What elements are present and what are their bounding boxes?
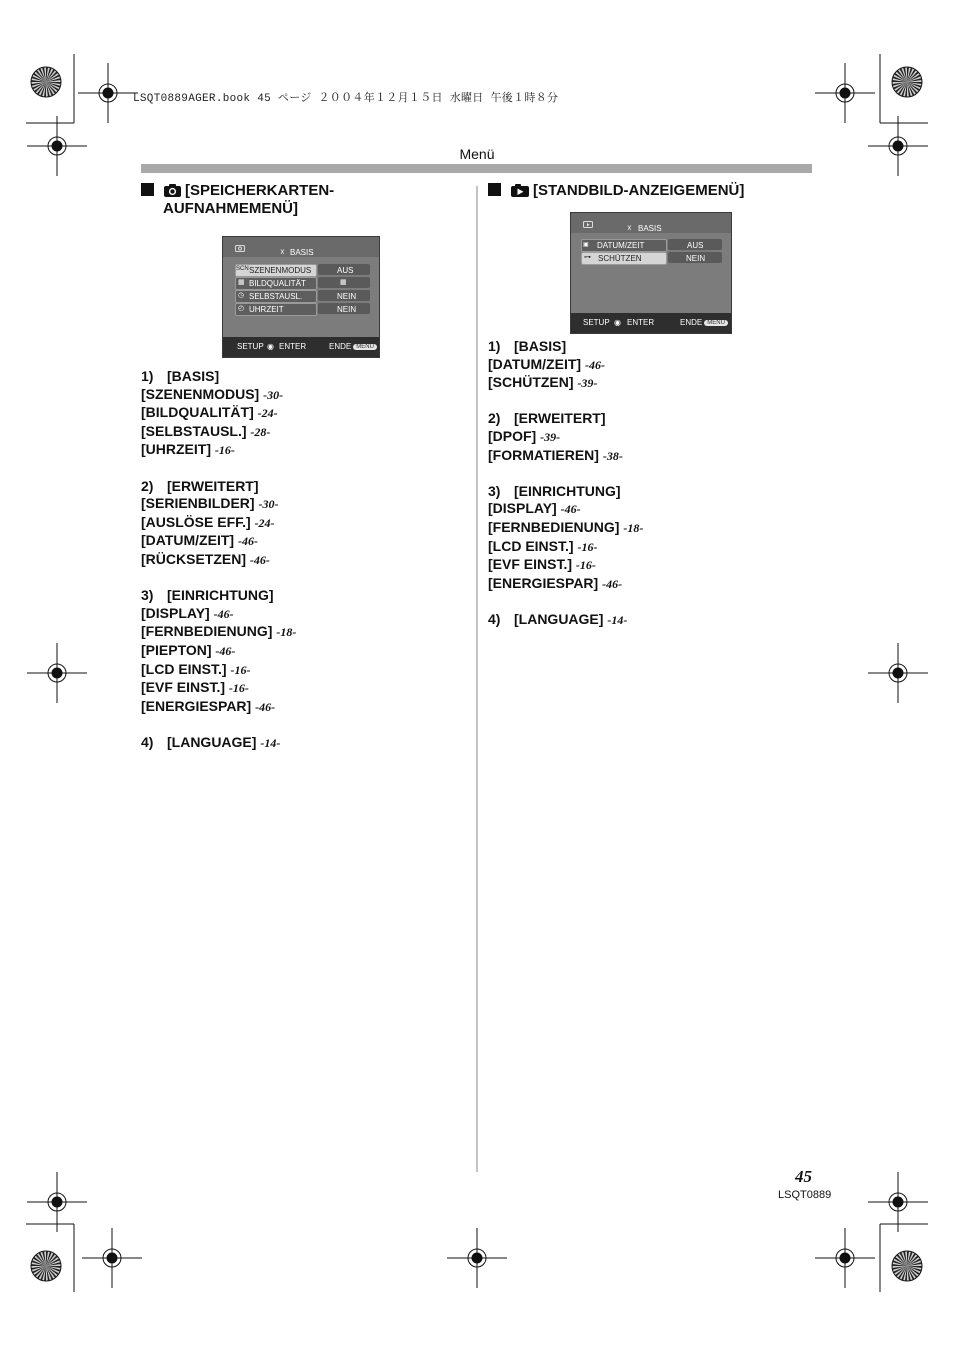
bullet-square xyxy=(141,183,154,196)
lcd-tab-label: BASIS xyxy=(290,248,314,257)
left-heading-line1: [SPEICHERKARTEN- xyxy=(185,182,335,199)
lcd-row-value-text: AUS xyxy=(687,241,704,250)
page-reference: -38- xyxy=(602,448,623,463)
page-reference: -14- xyxy=(607,612,628,627)
menu-item xyxy=(141,532,461,551)
menu-item xyxy=(488,428,808,447)
clock-icon: ◴ xyxy=(238,305,245,312)
page-reference: -16- xyxy=(228,681,249,696)
menu-item-label: [LCD EINST.] xyxy=(141,660,227,677)
lcd-row-text: SCHÜTZEN xyxy=(598,254,642,263)
left-section-heading xyxy=(141,182,334,218)
menu-group xyxy=(488,483,808,594)
menu-group-title: [BASIS] xyxy=(514,338,567,354)
menu-item xyxy=(488,500,808,519)
page-reference: -16- xyxy=(214,443,235,458)
menu-item xyxy=(488,556,808,575)
lcd-row-text: SELBSTAUSL. xyxy=(249,292,303,301)
menu-item-label: [FERNBEDIENUNG] xyxy=(141,623,273,640)
page-reference: -46- xyxy=(560,502,581,517)
lcd-row-value-text: AUS xyxy=(337,266,354,275)
key-icon: ⊶ xyxy=(584,254,591,261)
page-reference: -30- xyxy=(263,387,284,402)
page-reference: -46- xyxy=(584,357,605,372)
menu-group-heading xyxy=(488,483,808,501)
lcd-row-text: SZENENMODUS xyxy=(249,266,312,275)
menu-item-label: [LCD EINST.] xyxy=(488,537,574,554)
page-reference: -46- xyxy=(215,643,236,658)
menu-group-number: 2) xyxy=(141,477,154,494)
menu-item-label: [SCHÜTZEN] xyxy=(488,374,574,391)
menu-item xyxy=(141,441,461,460)
quality-icon: ▦ xyxy=(340,279,347,286)
menu-group xyxy=(141,734,461,753)
menu-item-label: [DISPLAY] xyxy=(488,500,557,517)
header-rule xyxy=(141,164,812,173)
joystick-icon: ◉ xyxy=(614,318,621,327)
menu-item-label: [FERNBEDIENUNG] xyxy=(488,518,620,535)
menu-item-label: [SZENENMODUS] xyxy=(141,385,260,402)
right-menu-list xyxy=(488,338,808,647)
playback-icon xyxy=(510,183,530,198)
left-heading-line2: AUFNAHMEMENÜ] xyxy=(163,200,298,217)
page-reference: -46- xyxy=(602,576,623,591)
page-reference: -16- xyxy=(575,558,596,573)
lcd-row-text: UHRZEIT xyxy=(249,305,284,314)
camera-icon xyxy=(163,183,182,198)
page-reference: -30- xyxy=(258,497,279,512)
menu-item xyxy=(141,514,461,533)
menu-group-number: 3) xyxy=(488,482,501,499)
menu-group xyxy=(141,478,461,570)
lcd-row-value-text: NEIN xyxy=(337,292,357,301)
menu-group-title: [EINRICHTUNG] xyxy=(167,587,274,604)
menu-item-label: [FORMATIEREN] xyxy=(488,446,599,463)
page-reference: -46- xyxy=(249,552,270,567)
menu-item xyxy=(488,374,808,393)
menu-item xyxy=(141,495,461,514)
self-timer-icon: ◷ xyxy=(238,292,245,299)
menu-button-icon: MENU xyxy=(704,320,728,326)
file-info-header: LSQT0889AGER.book 45 ページ ２００４年１２月１５日 水曜日 午後１時８分 xyxy=(133,93,559,105)
menu-item-label: [DPOF] xyxy=(488,427,537,444)
joystick-icon: ◉ xyxy=(267,342,274,351)
lcd-tab-label: BASIS xyxy=(638,224,662,233)
menu-group-number: 2) xyxy=(488,410,501,427)
page-reference: -39- xyxy=(540,429,561,444)
menu-group xyxy=(141,587,461,716)
page-reference: -16- xyxy=(577,539,598,554)
menu-item-label: [RÜCKSETZEN] xyxy=(141,550,246,567)
left-lcd-screenshot xyxy=(222,236,380,358)
right-heading-text: [STANDBILD-ANZEIGEMENÜ] xyxy=(533,182,745,199)
document-code: LSQT0889 xyxy=(778,1189,832,1201)
menu-group-title: [ERWEITERT] xyxy=(167,477,259,494)
menu-item xyxy=(488,538,808,557)
lcd-footer-enter: ENTER xyxy=(627,318,655,327)
left-menu-list xyxy=(141,368,461,770)
menu-item-label: [EVF EINST.] xyxy=(141,679,226,696)
menu-item-label: [EVF EINST.] xyxy=(488,556,573,573)
menu-group-heading xyxy=(141,587,461,605)
menu-item-label: [UHRZEIT] xyxy=(141,441,211,458)
scene-icon: SCN xyxy=(236,266,249,272)
menu-item xyxy=(141,551,461,570)
lcd-row-value-text: NEIN xyxy=(337,305,357,314)
menu-item-label: [ENERGIESPAR] xyxy=(488,574,599,591)
menu-item xyxy=(488,575,808,594)
lcd-end-label: ENDE xyxy=(329,342,352,351)
page-reference: -46- xyxy=(255,699,276,714)
lcd-row-text: BILDQUALITÄT xyxy=(249,279,306,288)
lcd-footer-end xyxy=(680,318,728,327)
menu-group-heading xyxy=(488,410,808,428)
menu-group xyxy=(488,410,808,465)
menu-item-label: [SELBSTAUSL.] xyxy=(141,422,247,439)
menu-item xyxy=(488,356,808,375)
menu-item-label: [DATUM/ZEIT] xyxy=(141,532,235,549)
menu-item-label: [DISPLAY] xyxy=(141,604,210,621)
lcd-end-label: ENDE xyxy=(680,318,703,327)
menu-item xyxy=(141,698,461,717)
menu-item-label: [ENERGIESPAR] xyxy=(141,697,252,714)
page-reference: -46- xyxy=(237,534,258,549)
menu-item xyxy=(141,623,461,642)
menu-group-title: [BASIS] xyxy=(167,368,220,384)
menu-group-number: 4) xyxy=(488,610,501,627)
lcd-row-value-text: NEIN xyxy=(686,254,706,263)
menu-group-heading xyxy=(141,734,461,753)
page-reference: -14- xyxy=(260,735,281,750)
right-lcd-screenshot xyxy=(570,212,732,334)
menu-group-title: [LANGUAGE] xyxy=(514,610,604,627)
menu-group-number: 1) xyxy=(141,368,154,384)
menu-group-title: [LANGUAGE] xyxy=(167,733,257,750)
menu-group xyxy=(488,611,808,630)
page-reference: -18- xyxy=(623,520,644,535)
menu-item-label: [BILDQUALITÄT] xyxy=(141,404,254,421)
menu-item xyxy=(488,519,808,538)
lcd-footer-setup: SETUP xyxy=(237,342,264,351)
menu-item-label: [DATUM/ZEIT] xyxy=(488,355,582,372)
page-reference: -24- xyxy=(257,406,278,421)
lcd-tab-icon: ☓ xyxy=(280,247,285,257)
lcd-tab-icon: ☓ xyxy=(627,223,632,233)
right-section-heading xyxy=(488,182,744,200)
lcd-footer-end xyxy=(329,342,377,351)
menu-group-number: 4) xyxy=(141,733,154,750)
page-reference: -28- xyxy=(250,424,271,439)
menu-button-icon: MENU xyxy=(353,344,377,350)
lcd-row-text: DATUM/ZEIT xyxy=(597,241,645,250)
menu-group xyxy=(141,368,461,460)
menu-item xyxy=(141,404,461,423)
page-reference: -18- xyxy=(276,625,297,640)
column-divider xyxy=(476,186,478,1172)
menu-item xyxy=(488,447,808,466)
lcd-footer-setup: SETUP xyxy=(583,318,610,327)
menu-group-title: [EINRICHTUNG] xyxy=(514,482,621,499)
menu-group-number: 1) xyxy=(488,338,501,354)
page-reference: -24- xyxy=(254,515,275,530)
menu-item xyxy=(141,642,461,661)
menu-item-label: [AUSLÖSE EFF.] xyxy=(141,513,251,530)
menu-item xyxy=(141,679,461,698)
menu-group-heading xyxy=(488,338,808,356)
quality-icon: ▦ xyxy=(238,279,245,286)
menu-group-heading xyxy=(488,611,808,630)
page-reference: -16- xyxy=(230,662,251,677)
menu-item xyxy=(141,386,461,405)
page-number: 45 xyxy=(795,1167,812,1186)
camera-icon xyxy=(583,220,593,228)
menu-group-title: [ERWEITERT] xyxy=(514,410,606,427)
bullet-square xyxy=(488,183,501,196)
menu-group xyxy=(488,338,808,393)
menu-item xyxy=(141,661,461,680)
menu-group-heading xyxy=(141,368,461,386)
page-reference: -39- xyxy=(577,376,598,391)
date-icon: ▣ xyxy=(583,242,589,248)
menu-item-label: [SERIENBILDER] xyxy=(141,495,255,512)
menu-group-number: 3) xyxy=(141,587,154,604)
menu-item xyxy=(141,423,461,442)
menu-item-label: [PIEPTON] xyxy=(141,641,212,658)
lcd-footer-enter: ENTER xyxy=(279,342,307,351)
menu-group-heading xyxy=(141,478,461,496)
page-reference: -46- xyxy=(213,606,234,621)
section-title: Menü xyxy=(459,146,495,162)
menu-item xyxy=(141,605,461,624)
camera-icon xyxy=(235,244,245,252)
